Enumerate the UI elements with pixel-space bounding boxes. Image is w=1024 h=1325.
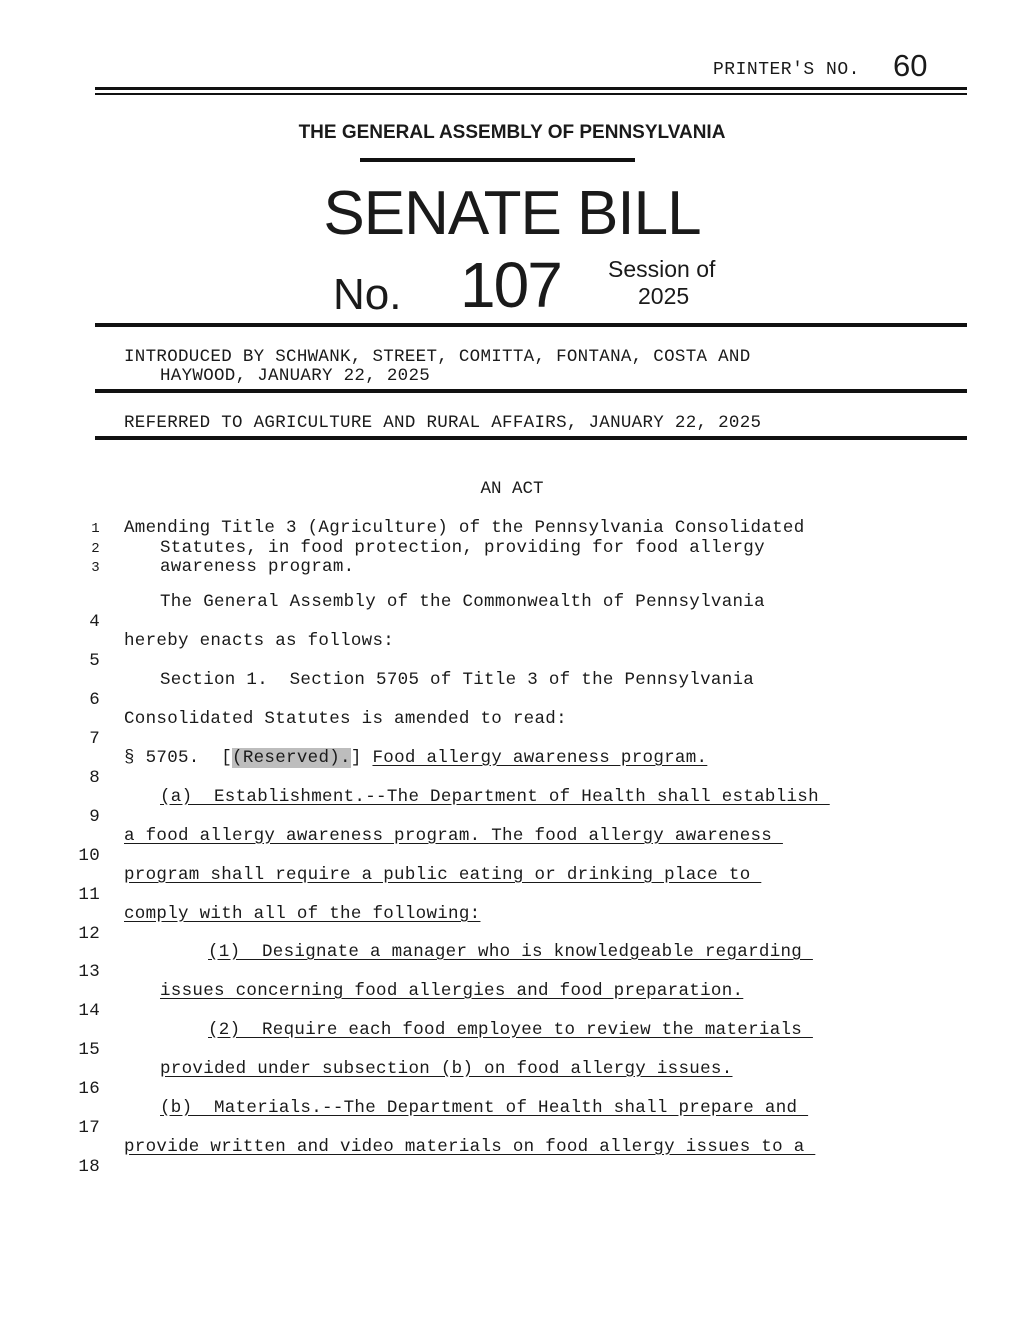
line-number: 15 [78,1040,100,1060]
bill-line [0,1098,1024,1138]
bill-line [0,981,1024,1021]
line-text: (a) Establishment.--The Department of Health shall establish [160,787,830,807]
line-number: 14 [78,1001,100,1021]
line-number: 11 [78,885,100,905]
introduced-by-continuation: HAYWOOD, JANUARY 22, 2025 [160,366,431,386]
printers-number: 60 [893,48,928,83]
top-rule-thin [95,93,967,95]
line-number: 4 [89,612,100,632]
line-text: comply with all of the following: [124,904,481,924]
line-number: 13 [78,962,100,982]
bill-line [0,748,1024,788]
line-text: (2) Require each food employee to review the materials [208,1020,813,1040]
bill-no-label: No. [333,270,402,319]
line-number: 16 [78,1079,100,1099]
bill-line [0,1059,1024,1099]
line-text: provide written and video materials on food allergy issues to a [124,1137,816,1157]
line-number: 17 [78,1118,100,1138]
section-prefix: § 5705. [ [124,748,233,768]
bill-line [0,865,1024,905]
assembly-heading: THE GENERAL ASSEMBLY OF PENNSYLVANIA [298,122,726,143]
title-divider [360,158,635,162]
line-text: provided under subsection (b) on food allergy issues. [160,1059,733,1079]
bill-line [0,592,1024,632]
line-text: Statutes, in food protection, providing for food allergy [160,538,765,558]
line-text: (b) Materials.--The Department of Health shall prepare and [160,1098,809,1118]
line-text: issues concerning food allergies and food preparation. [160,981,744,1001]
line-number: 1 [91,521,100,537]
bill-line [0,709,1024,749]
line-text: a food allergy awareness program. The food allergy awareness [124,826,783,846]
line-number: 9 [89,807,100,827]
line-number: 5 [89,651,100,671]
bill-line [0,826,1024,866]
bill-line [0,631,1024,671]
introduced-rule [95,389,967,393]
bill-line [0,557,1024,579]
line-number: 12 [78,924,100,944]
bill-line [0,1137,1024,1177]
printers-number-label: PRINTER'S NO. [713,60,860,80]
line-number: 8 [89,768,100,788]
top-rule-thick [95,87,967,90]
document-type: SENATE BILL [323,179,701,248]
bill-line [0,1020,1024,1060]
section-bracket: ] [350,748,373,768]
referred-rule [95,436,967,440]
session-label: Session of [608,256,716,282]
line-number: 6 [89,690,100,710]
section-heading [124,748,707,768]
act-title: AN ACT [480,479,544,499]
line-number: 3 [91,560,100,576]
added-text: Food allergy awareness program. [372,748,708,768]
bill-line [0,518,1024,540]
line-text: The General Assembly of the Commonwealth of Pennsylvania [160,592,765,612]
bill-line [0,942,1024,982]
bill-number: 107 [460,249,561,321]
header-bottom-rule [95,323,967,327]
deleted-text: (Reserved). [232,748,351,768]
line-number: 18 [78,1157,100,1177]
line-number: 10 [78,846,100,866]
line-text: awareness program. [160,557,355,577]
bill-line [0,787,1024,827]
line-text: (1) Designate a manager who is knowledgeable regarding [208,942,813,962]
line-number: 2 [91,541,100,557]
line-text: Section 1. Section 5705 of Title 3 of the Pennsylvania [160,670,755,690]
line-text: hereby enacts as follows: [124,631,395,651]
session-year: 2025 [638,283,690,309]
bill-line [0,670,1024,710]
line-text: Amending Title 3 (Agriculture) of the Pennsylvania Consolidated [124,518,805,538]
line-number: 7 [89,729,100,749]
bill-line [0,904,1024,944]
referred-to-line: REFERRED TO AGRICULTURE AND RURAL AFFAIRS, JANUARY 22, 2025 [124,413,762,433]
line-text: Consolidated Statutes is amended to read: [124,709,567,729]
line-text: program shall require a public eating or drinking place to [124,865,762,885]
introduced-by-line: INTRODUCED BY SCHWANK, STREET, COMITTA, FONTANA, COSTA AND [124,347,751,367]
